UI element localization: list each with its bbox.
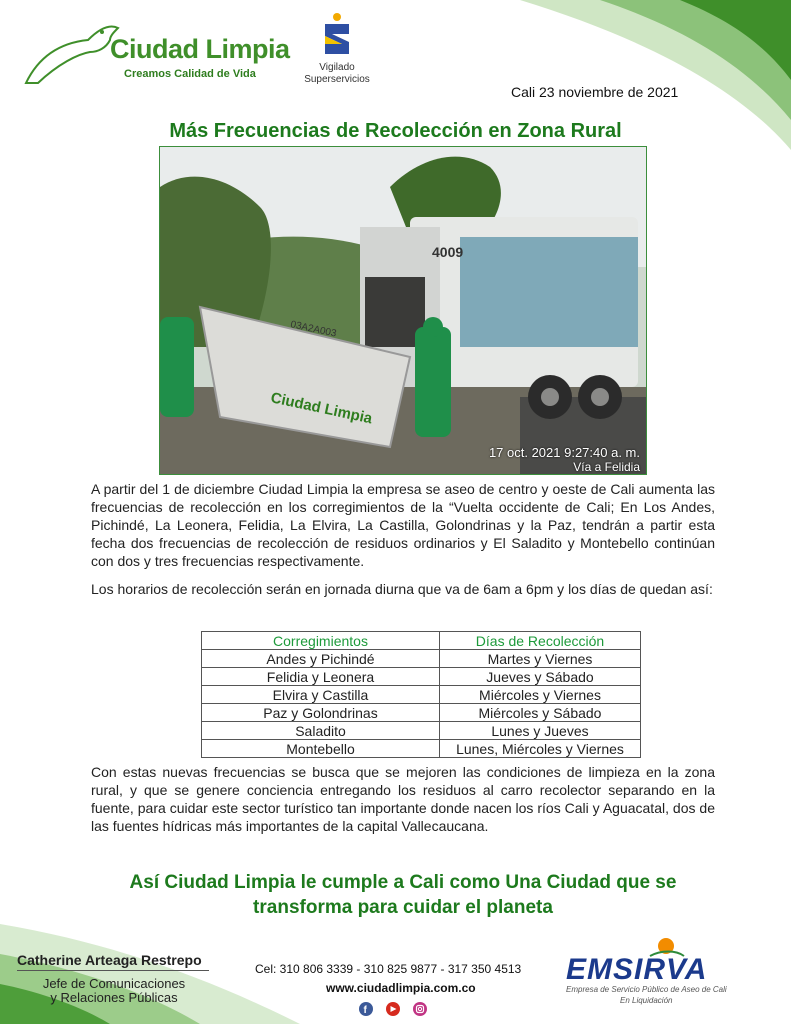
cell-corregimiento: Montebello	[202, 740, 440, 758]
website-link[interactable]: www.ciudadlimpia.com.co	[326, 981, 476, 995]
document-date: Cali 23 noviembre de 2021	[511, 84, 679, 100]
table-header-row	[202, 632, 641, 650]
vigilado-label: Vigilado	[319, 62, 355, 73]
cell-corregimiento: Saladito	[202, 722, 440, 740]
vigilado-superservicios	[296, 12, 378, 85]
page-title: Más Frecuencias de Recolección en Zona Rural	[169, 120, 622, 142]
collection-truck-photo	[159, 146, 647, 475]
cell-dias: Miércoles y Viernes	[440, 686, 641, 704]
table-row	[202, 650, 641, 668]
youtube-icon[interactable]	[386, 1002, 400, 1016]
social-icons	[358, 1001, 438, 1017]
signature-divider	[17, 970, 209, 971]
photo-illustration	[160, 147, 647, 475]
signer-name: Catherine Arteaga Restrepo	[17, 952, 202, 968]
emsirva-subtitle: Empresa de Servicio Público de Aseo de Cali	[566, 985, 727, 994]
superservicios-icon	[322, 12, 352, 56]
paragraph-goals: Con estas nuevas frecuencias se busca que se mejoren las condiciones de limpieza en la zona rural, y que se genere conciencia entregando los residuos al carro recolector separando en la fuente, para cuidar este sector turístico tan importante donde nacen los ríos Cali y Aguacatal, dos de las fuentes hídricas más importantes de la capital Vallecaucana.	[91, 764, 715, 834]
instagram-icon[interactable]	[413, 1002, 427, 1016]
facebook-icon[interactable]	[359, 1002, 373, 1016]
cell-dias: Miércoles y Sábado	[440, 704, 641, 722]
photo-timestamp: 17 oct. 2021 9:27:40 a. m.	[488, 445, 640, 460]
cell-corregimiento: Felidia y Leonera	[202, 668, 440, 686]
cell-dias: Jueves y Sábado	[440, 668, 641, 686]
paragraph-announcement: A partir del 1 de diciembre Ciudad Limpia la empresa se aseo de centro y oeste de Cali aumenta las frecuencias de recolección en los corregimientos de la “Vuelta occidente de Cali; En Los Andes, Pichindé, La Leonera, Felidia, La Elvira, La Castilla, Golondrinas y la Paz, tendrán a partir esta fecha dos frecuencias de recolección de residuos ordinarios y El Saladito y Montebello continúan con dos y tres frecuencias respectivamente.	[91, 481, 715, 569]
logo-tagline: Creamos Calidad de Vida	[124, 68, 256, 80]
container-code: 03A2A003	[289, 319, 338, 340]
signer-role-line2: y Relaciones Públicas	[50, 990, 178, 1005]
cell-corregimiento: Paz y Golondrinas	[202, 704, 440, 722]
truck-number: 4009	[432, 244, 464, 260]
signer-role	[18, 977, 210, 1005]
paragraph-schedule-intro: Los horarios de recolección serán en jornada diurna que va de 6am a 6pm y los días de quedan así:	[91, 581, 713, 597]
cell-corregimiento: Andes y Pichindé	[202, 650, 440, 668]
svg-text:f: f	[363, 1005, 367, 1016]
contact-phones: Cel: 310 806 3339 - 310 825 9877 - 317 350 4513	[255, 962, 522, 976]
cell-corregimiento: Elvira y Castilla	[202, 686, 440, 704]
closing-slogan: Así Ciudad Limpia le cumple a Cali como Una Ciudad que se transforma para cuidar el planeta	[129, 872, 677, 918]
table-row	[202, 668, 641, 686]
cell-dias: Martes y Viernes	[440, 650, 641, 668]
table-row	[202, 722, 641, 740]
table-row	[202, 704, 641, 722]
emsirva-name: EMSIRVA	[566, 953, 708, 986]
superservicios-label: Superservicios	[304, 74, 370, 85]
cell-dias: Lunes y Jueves	[440, 722, 641, 740]
photo-location: Vía a Felidia	[573, 460, 640, 474]
container-label: Ciudad Limpia	[269, 389, 374, 428]
column-header-dias: Días de Recolección	[440, 632, 641, 650]
table-row	[202, 686, 641, 704]
logo-name: Ciudad Limpia	[110, 34, 290, 64]
cell-dias: Lunes, Miércoles y Viernes	[440, 740, 641, 758]
column-header-corregimientos: Corregimientos	[202, 632, 440, 650]
emsirva-status: En Liquidación	[620, 996, 673, 1005]
table-row	[202, 740, 641, 758]
collection-schedule-table	[201, 631, 641, 758]
signer-role-line1: Jefe de Comunicaciones	[42, 976, 186, 991]
